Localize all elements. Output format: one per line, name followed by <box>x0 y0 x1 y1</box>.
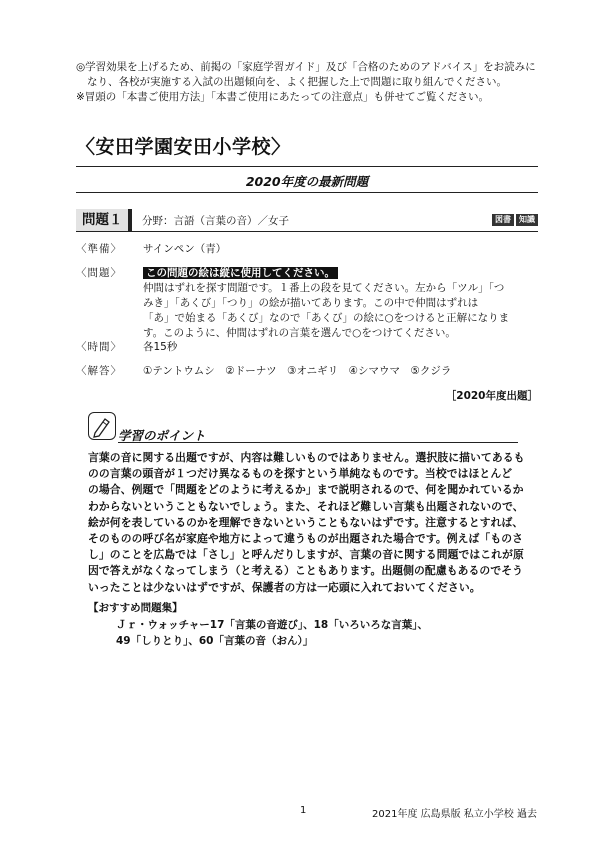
value-junbi: サインペン（青） <box>143 243 227 255</box>
problem-number: 問題１ <box>76 209 132 231</box>
problem-highlight: この問題の絵は縦に使用してください。 <box>143 267 338 279</box>
problem-field: 分野：言語（言葉の音）／女子 <box>142 215 289 227</box>
point-body <box>88 450 538 596</box>
year-header: 2020年度の最新問題 <box>245 174 369 189</box>
point-header <box>88 412 540 444</box>
problem-line-3: 「あ」で始まる「あくび」なので「あくび」の絵に○をつけると正解になりま <box>143 312 510 324</box>
problem-line-1: 仲間はずれを探す問題です。１番上の段を見てください。左から「ツル」「つ <box>143 282 505 294</box>
recommended-line-2: 49「しりとり」、60「言葉の音（おん）」 <box>116 635 314 647</box>
footer-edition: 2021年度 広島県版 私立小学校 過去 <box>372 809 537 820</box>
point-line: し」のことを広島では「さし」と呼んだりしますが、言葉の音に関する問題ではこれが原 <box>88 548 524 562</box>
title-rule-top <box>76 166 538 167</box>
intro-line-1: ◎学習効果を上げるため、前掲の「家庭学習ガイド」及び「合格のためのアドバイス」をお読みになり、各校が実施する入試の出題傾向を、よく把握した上で問題に取り組んでください。 <box>76 61 536 88</box>
pencil-note-icon <box>88 412 116 440</box>
year-tag: ［2020年度出題］ <box>445 390 538 402</box>
intro-line-2: ※冒頭の「本書ご使用方法」「本書ご使用にあたっての注意点」も併せてご覧ください。 <box>76 91 490 103</box>
point-line: 絵が何を表しているのかを理解できないということもないはずです。注意するとすれば、 <box>88 515 524 529</box>
row-mondai <box>76 266 538 339</box>
school-title: 〈安田学園安田小学校〉 <box>76 136 291 158</box>
recommended-books <box>88 600 538 650</box>
problem-line-4: す。このように、仲間はずれの言葉を選んで○をつけてください。 <box>143 327 456 339</box>
tag-zusho: 図書 <box>492 214 514 226</box>
point-line: わからないということもないでしょう。また、それほど難しい言葉も出題されないので、 <box>88 499 524 513</box>
label-junbi: 〈準備〉 <box>76 243 122 255</box>
problem-tags <box>492 214 538 226</box>
point-line: いったことは少ないはずですが、保護者の方は一応頭に入れておいてください。 <box>88 580 481 594</box>
label-jikan: 〈時間〉 <box>76 341 122 353</box>
point-line: 言葉の音に関する出題ですが、内容は難しいものではありません。選択肢に描いてあるも <box>88 451 525 464</box>
point-title: 学習のポイント <box>118 428 206 443</box>
label-mondai: 〈問題〉 <box>76 267 122 279</box>
problem-text <box>143 266 535 341</box>
value-jikan: 各15秒 <box>143 341 178 353</box>
page-number: 1 <box>300 805 307 816</box>
point-line: のの言葉の頭音が１つだけ異なるものを探すという単純なものです。当校ではほとんど <box>88 467 513 481</box>
recommended-line-1: Ｊｒ・ウォッチャー17「言葉の音遊び」、18「いろいろな言葉」、 <box>116 618 428 631</box>
problem-line-2: みき」「あくび」「つり」の絵が描いてあります。この中で仲間はずれは <box>143 297 479 309</box>
problem-header-rule <box>76 231 538 232</box>
point-rule <box>118 442 518 443</box>
recommended-title: 【おすすめ問題集】 <box>88 602 183 614</box>
point-line: の場合、例題で「問題をどのように考えるか」まで説明されるので、何を聞かれているか <box>88 483 524 497</box>
point-line: 因で答えがなくなってしまう（と考える）こともあります。出題側の配慮もあるのでそう <box>88 564 524 578</box>
title-rule-bottom <box>76 192 538 193</box>
tag-chishiki: 知識 <box>516 214 538 226</box>
value-kaitou: ①テントウムシ ②ドーナツ ③オニギリ ④シマウマ ⑤クジラ <box>143 365 452 377</box>
point-line: そのものの呼び名が家庭や地方によって違うものが出題された場合です。例えば「ものさ <box>88 532 524 546</box>
intro-notes <box>76 60 546 105</box>
problem-header <box>76 209 538 231</box>
label-kaitou: 〈解答〉 <box>76 365 122 377</box>
